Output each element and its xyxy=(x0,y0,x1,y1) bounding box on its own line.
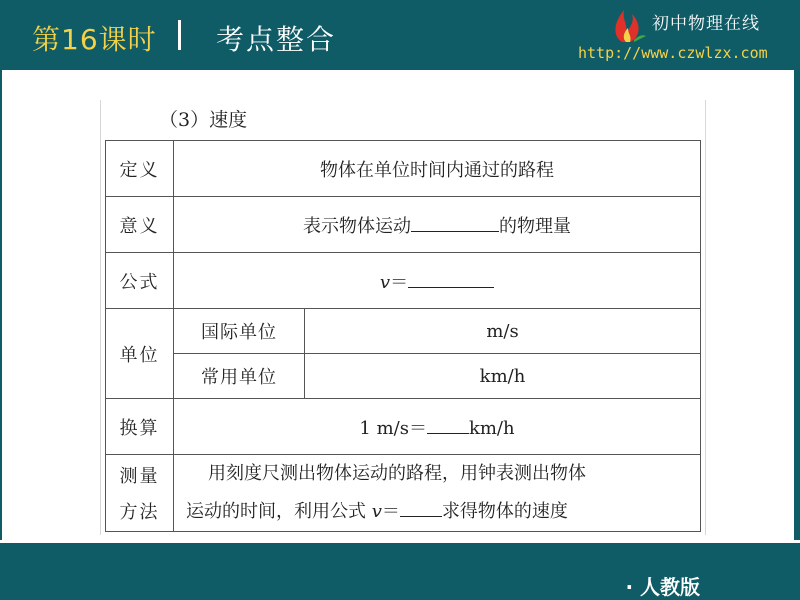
site-url[interactable]: http://www.czwlzx.com xyxy=(578,44,768,62)
common-unit-value: km/h xyxy=(305,354,701,399)
conversion-suffix: km/h xyxy=(468,417,515,439)
formula-label: 公式 xyxy=(106,253,174,309)
method-value xyxy=(174,455,701,532)
conversion-prefix: 1 m/s＝ xyxy=(359,417,427,439)
header-bar xyxy=(0,0,800,70)
left-accent-line xyxy=(0,70,2,540)
conversion-label: 换算 xyxy=(106,399,174,455)
conversion-blank xyxy=(427,416,469,434)
header-divider xyxy=(178,20,181,50)
flame-logo-icon xyxy=(608,6,648,44)
table-row-definition xyxy=(106,141,701,197)
right-accent-line xyxy=(794,70,800,540)
si-unit-label: 国际单位 xyxy=(174,309,305,354)
speed-table xyxy=(105,140,701,532)
method-line2 xyxy=(186,493,690,531)
method-label xyxy=(106,455,174,532)
unit-label: 单位 xyxy=(106,309,174,399)
table-row-meaning xyxy=(106,197,701,253)
meaning-prefix: 表示物体运动 xyxy=(303,215,411,237)
meaning-blank xyxy=(411,214,499,232)
formula-var: v xyxy=(379,271,391,293)
formula-blank xyxy=(408,270,494,288)
meaning-suffix: 的物理量 xyxy=(499,215,571,237)
si-unit-value: m/s xyxy=(305,309,701,354)
formula-value xyxy=(174,253,701,309)
method-label-line2: 方法 xyxy=(119,502,160,523)
meaning-value xyxy=(174,197,701,253)
table-row-method xyxy=(106,455,701,532)
topic-title: 考点整合 xyxy=(216,23,337,56)
method-line1: 用刻度尺测出物体运动的路程，用钟表测出物体 xyxy=(208,463,586,484)
common-unit-label: 常用单位 xyxy=(174,354,305,399)
lesson-title: 第16课时 xyxy=(32,23,157,56)
method-line2-suffix: 求得物体的速度 xyxy=(441,501,568,522)
site-name: 初中物理在线 xyxy=(652,14,760,34)
method-eq: ＝ xyxy=(381,501,400,522)
method-line2-prefix: 运动的时间，利用公式 xyxy=(186,501,372,522)
edition-label: · 人教版 xyxy=(625,575,700,599)
table-row-unit-si xyxy=(106,309,701,354)
meaning-label: 意义 xyxy=(106,197,174,253)
definition-value: 物体在单位时间内通过的路程 xyxy=(174,141,701,197)
method-var: v xyxy=(371,501,382,522)
conversion-value xyxy=(174,399,701,455)
content-panel xyxy=(100,100,706,535)
site-logo[interactable] xyxy=(578,0,800,70)
section-title: （3）速度 xyxy=(159,109,248,131)
table-row-conversion xyxy=(106,399,701,455)
footer-bar xyxy=(0,543,800,600)
table-row-unit-common xyxy=(106,354,701,399)
table-row-formula xyxy=(106,253,701,309)
definition-label: 定义 xyxy=(106,141,174,197)
method-label-line1: 测量 xyxy=(119,466,160,487)
method-blank xyxy=(400,499,442,517)
formula-eq: ＝ xyxy=(390,271,409,293)
